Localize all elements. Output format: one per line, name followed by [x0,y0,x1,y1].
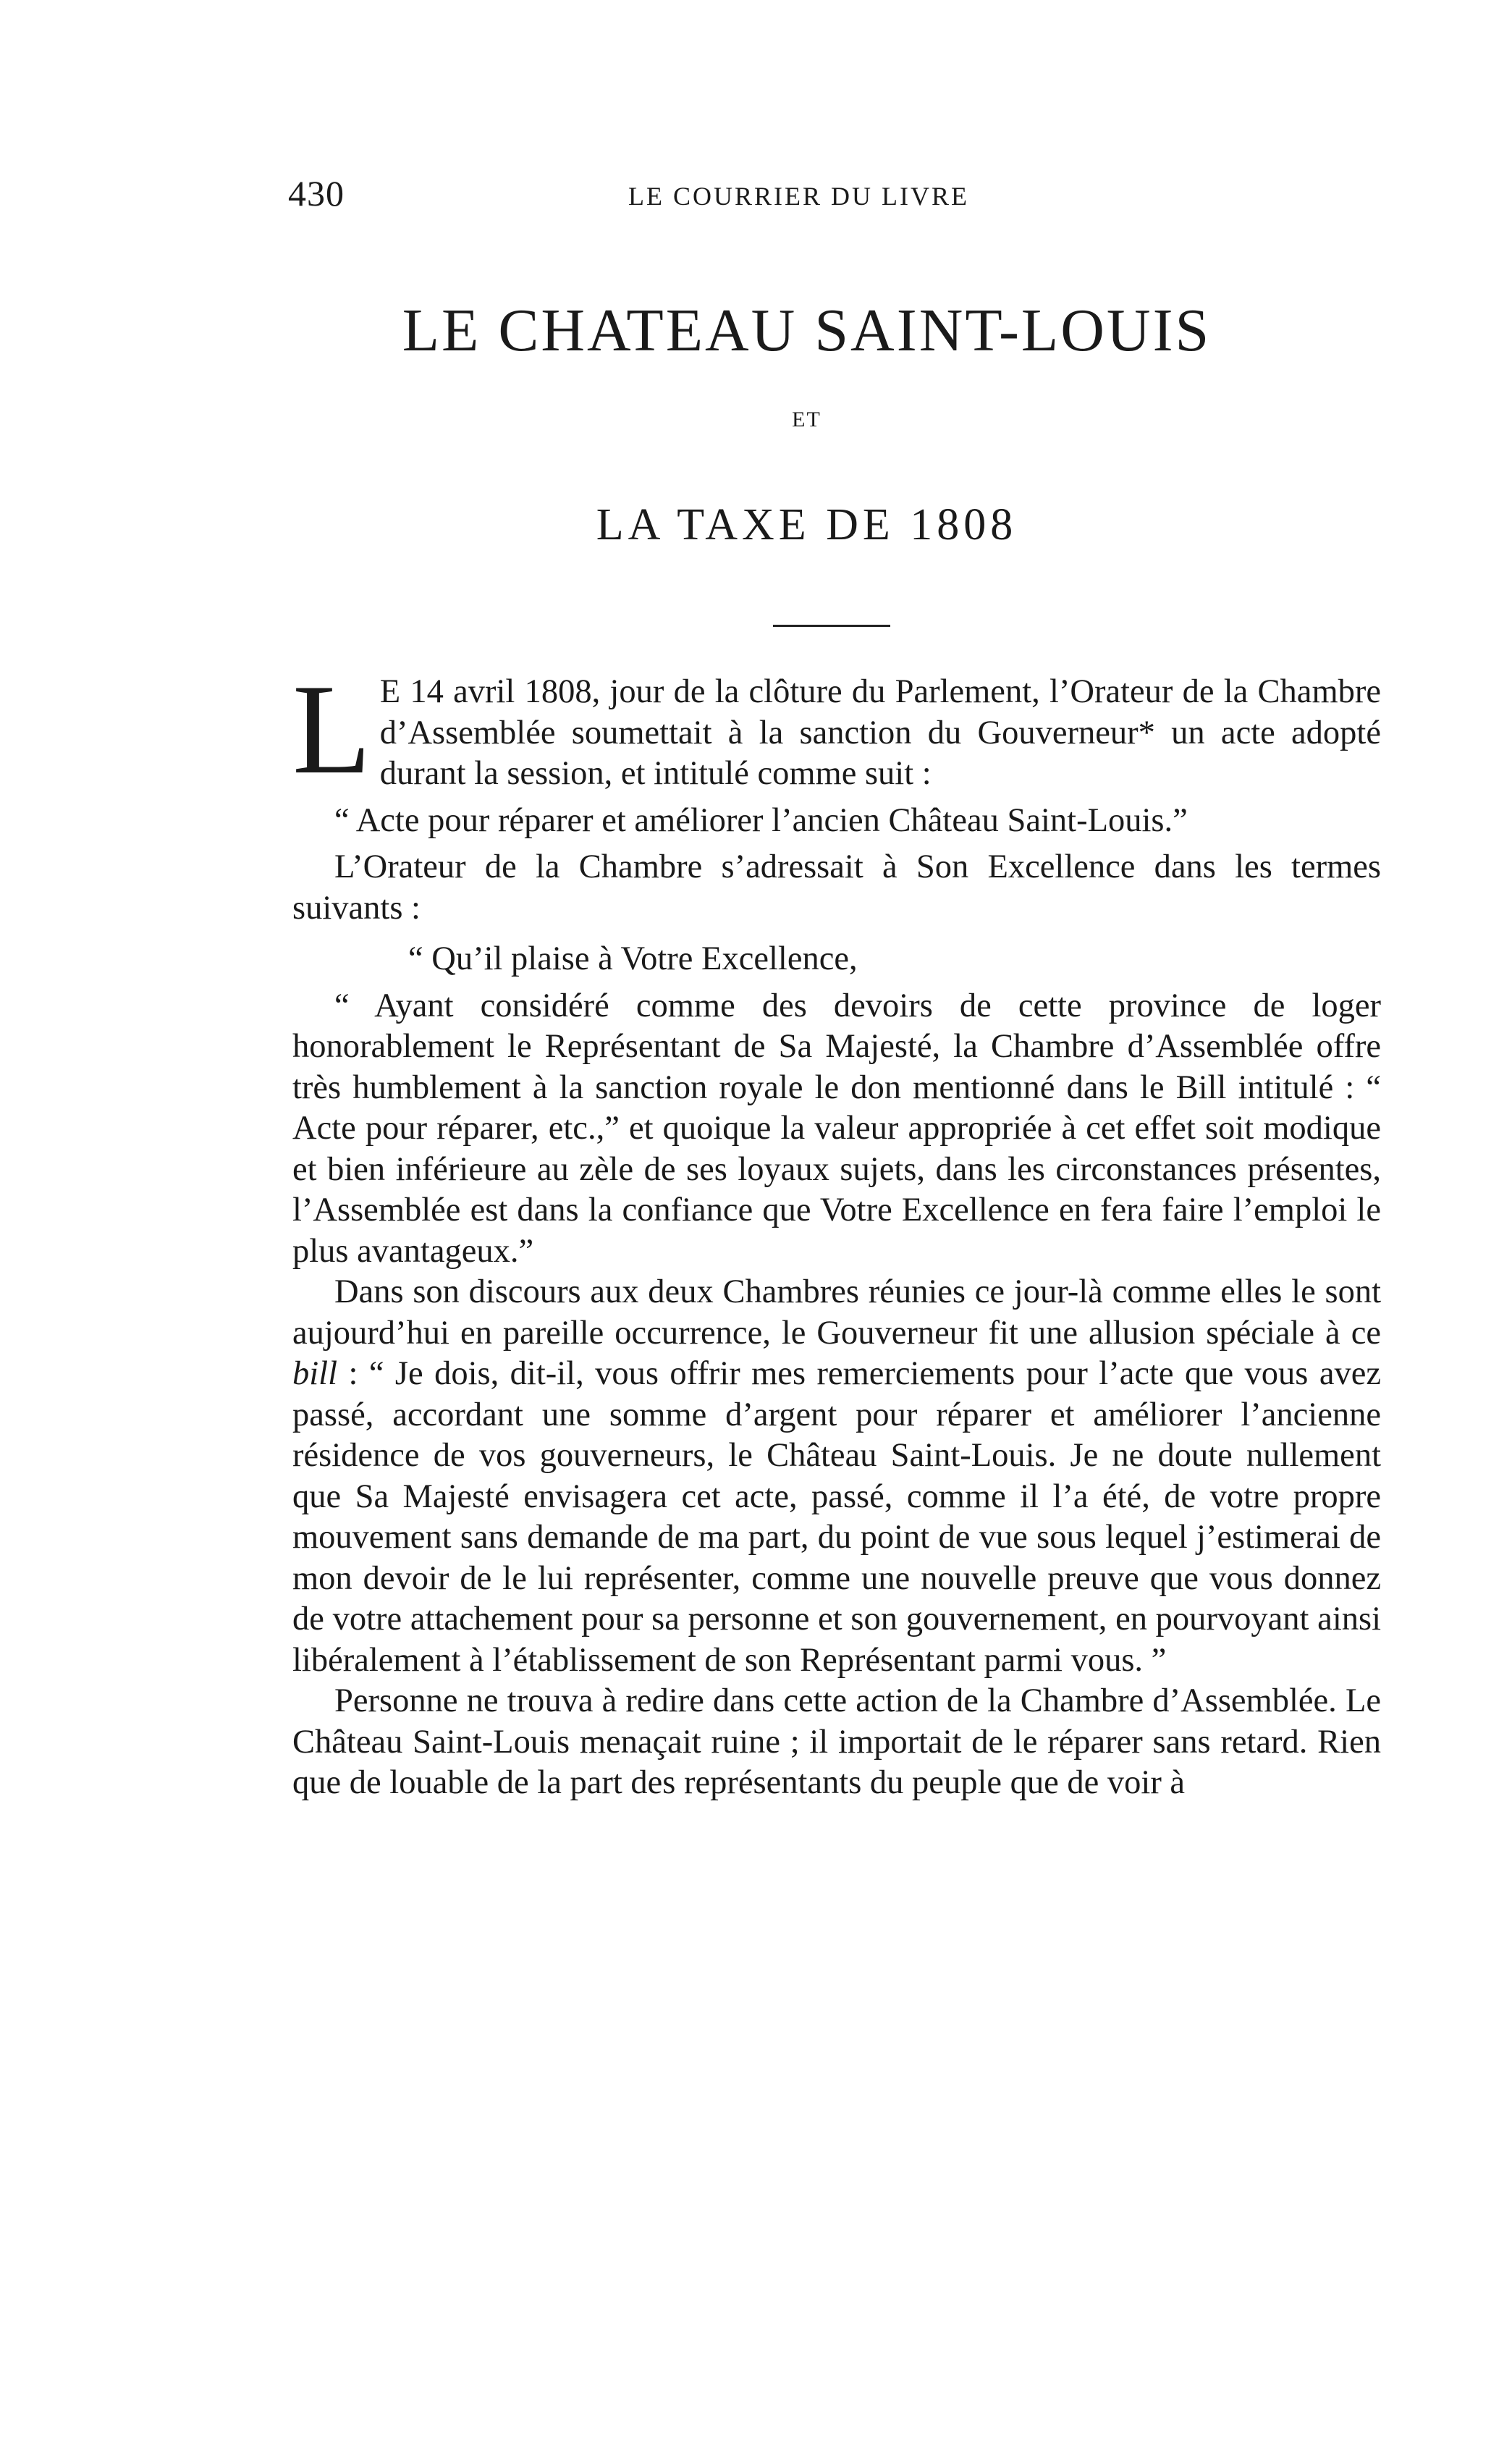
article-title: LE CHATEAU SAINT-LOUIS [402,297,1212,364]
page-number: 430 [288,173,345,214]
speech-text-before: Dans son discours aux deux Chambres réunies ce jour-là comme elles le sont aujourd’hui en pareille occurrence, le Gouverneur fit une allusion spéciale à ce [292,1273,1381,1352]
title-divider-rule [773,625,890,627]
italic-bill-word: bill [292,1355,338,1392]
paragraph-act-title: “ Acte pour réparer et améliorer l’ancien Château Saint-Louis.” [334,801,1188,839]
drop-cap-letter: L [292,657,371,801]
article-subtitle: LA TAXE DE 1808 [596,500,1018,549]
title-conjunction: ET [792,408,822,431]
speech-text-after: : “ Je dois, dit-il, vous offrir mes remerciements pour l’acte que vous avez passé, accordant une somme d’argent pour réparer et améliorer l’ancienne résidence de vos gouverneurs, le Château Saint-Louis. Je ne doute nullement que Sa Majesté envisagera cet acte, passé, comme il l’a été, de votre propre mouvement sans demande de ma part, du point de vue sous lequel j’estimerai de mon devoir de le lui représenter, comme une nouvelle preuve que vous donnez de votre attachement pour sa personne et son gouvernement, en pourvoyant ainsi libéralement à l’établissement de son Représentant parmi vous. ” [292,1355,1382,1679]
paragraph-speaker-address: L’Orateur de la Chambre s’adressait à Son Excellence dans les termes suivants : [292,848,1381,927]
paragraph-governor-speech [292,1272,1381,1681]
opening-text: E 14 avril 1808, jour de la clôture du Parlement, l’Orateur de la Chambre d’Assemblée soumettait à la sanction du Gouverneur* un acte adopté durant la session, et intitulé comme suit : [379,673,1381,792]
article-body [292,657,1382,1804]
paragraph-salutation: “ Qu’il plaise à Votre Excellence, [408,940,858,977]
paragraph-closing: Personne ne trouva à redire dans cette action de la Chambre d’Assemblée. Le Château Saint-Louis menaçait ruine ; il importait de le réparer sans retard. Rien que de louable de la part des représentants du peuple que de voir à [292,1682,1381,1801]
paragraph-opening [292,657,1381,801]
journal-title: LE COURRIER DU LIVRE [628,182,969,211]
running-head [288,172,1374,216]
paragraph-quotation: “ Ayant considéré comme des devoirs de cette province de loger honorablement le Représentant de Sa Majesté, la Chambre d’Assemblée offre très humblement à la sanction royale le don mentionné dans le Bill intitulé : “ Acte pour réparer, etc.,” et quoique la valeur appropriée à cet effet soit modique et bien inférieure au zèle de ses loyaux sujets, dans les circonstances présentes, l’Assemblée est dans la confiance que Votre Excellence en fera faire l’emploi le plus avantageux.” [292,987,1381,1270]
